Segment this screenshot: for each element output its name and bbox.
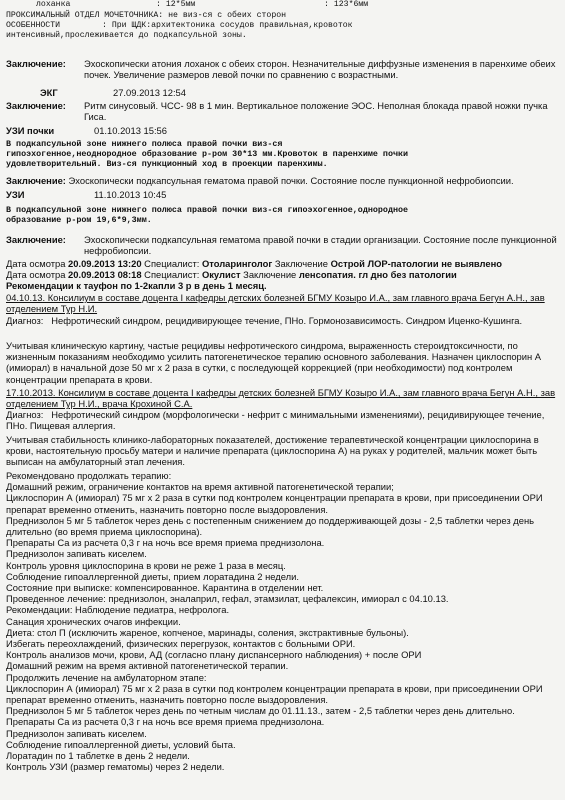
consilium-1-diagnosis: [6, 315, 559, 326]
conclusion-text: Ритм синусовый. ЧСС- 98 в 1 мин. Вертикальное положение ЭОС. Неполная блокада правой ножки пучка Гиса.: [84, 100, 548, 123]
line: Домашний режим, ограничение контактов на время активной патогенетической терапии;: [6, 481, 394, 493]
conclusion-text: Эхоскопически подкапсульная гематома правой почки. Состояние после пункционной нефробиопсии.: [68, 175, 514, 186]
line: Соблюдение гипоаллергенной диеты, условий быта.: [6, 738, 236, 750]
exam-date: 20.09.2013 08:18: [68, 269, 142, 280]
recommendation-lines: [6, 470, 559, 772]
exam-date-label: Дата осмотра: [6, 269, 69, 280]
consilium-2-diagnosis: [6, 409, 559, 431]
line: Избегать переохлаждений, физических перегрузок, контактов с больными ОРИ.: [6, 638, 356, 650]
uzi-2-text-1: В подкапсульной зоне нижнего полюса правой почки виз-ся гипоэхогенное,однородное: [6, 205, 409, 215]
uzi-1-label: УЗИ почки: [6, 125, 55, 136]
line: Преднизолон 5 мг 5 таблеток через день с постепенным снижением до поддерживающей дозы - 2,5 таблетки через день длительно (во время приема циклоспорина).: [6, 514, 535, 538]
exam-ent: [6, 258, 561, 269]
exam-conclusion-label: Заключение: [240, 269, 299, 280]
consilium-2-heading: 17.10.2013. Консилиум в составе доцента I кафедры детских болезней БГМУ Козыро И.А., зам главного врача Бегун А.Н., зав отделением Тур Н.И., врача Крохиной С.А.: [6, 387, 556, 410]
ekg-label: ЭКГ: [40, 87, 58, 98]
line: Домашний режим на время активной патогенетической терапии.: [6, 660, 289, 672]
conclusion-label: Заключение:: [6, 234, 66, 245]
features-text-cont: интенсивный,прослеживается до подкапсульной зоны.: [6, 31, 247, 40]
features-text: : При ЩДК:архитектоника сосудов правильная,кровоток: [102, 21, 353, 30]
line: Контроль уровня циклоспорина в крови не реже 1 раза в месяц.: [6, 559, 286, 571]
conclusion-text: Эхоскопически атония лоханок с обеих сторон. Незначительные диффузные изменения в паренхиме обеих почек. Увеличение размеров левой почки по сравнению с возрастными.: [84, 58, 556, 81]
line: Диета: стол П (исключить жареное, копченое, маринады, соления, экстрактивные бульоны).: [6, 626, 409, 638]
exam-eye: [6, 269, 561, 280]
ureter-line: ПРОКСИМАЛЬНЫЙ ОТДЕЛ МОЧЕТОЧНИКА: не виз-ся с обеих сторон: [6, 11, 287, 20]
line: Циклоспорин А (имиорал) 75 мг х 2 раза в сутки под контролем концентрации препарата в крови, при присоединении ОРИ препарат временно отменить, назначить повторно после выздоровления.: [6, 682, 543, 706]
conclusion-label: Заключение:: [6, 175, 66, 186]
conclusion-1: [6, 58, 559, 80]
exam-specialist: Отоларинголог: [201, 258, 273, 269]
uzi-1-text-3: удовлетворительный. Виз-ся пункционный ход в проекции паренхимы.: [6, 159, 328, 169]
uzi-2-date: 11.10.2013 10:45: [94, 189, 167, 200]
exam-specialist: Окулист: [201, 269, 241, 280]
conclusion-2: [6, 100, 559, 122]
lohanka-label: лоханка: [36, 0, 71, 9]
diagnosis-label: Диагноз:: [6, 315, 44, 326]
conclusion-4: [6, 234, 559, 256]
diagnosis-text: Нефротический синдром (морфологически - нефрит с минимальными изменениями), рецидивирующее течение, ПНо. Пищевая аллергия.: [6, 409, 545, 432]
features-line: [6, 21, 561, 31]
line: Препараты Са из расчета 0,3 г на ночь все время приема преднизолона.: [6, 716, 325, 728]
recommendation-line: Рекомендации к тауфон по 1-2капли 3 р в день 1 месяц.: [6, 280, 267, 291]
line: Преднизолон запивать киселем.: [6, 548, 147, 560]
conclusion-3: [6, 175, 561, 186]
uzi-1-date: 01.10.2013 15:56: [94, 125, 167, 136]
uzi-2-label: УЗИ: [6, 189, 25, 200]
line: Лоратадин по 1 таблетке в день 2 недели.: [6, 750, 190, 762]
lohanka-right-value: : 123*6мм: [324, 0, 369, 9]
consilium-1-heading: 04.10.13. Консилиум в составе доцента I кафедры детских болезней БГМУ Козыро И.А., зам главного врача Бегун А.Н., зав отделением Тур Н.И.: [6, 292, 545, 315]
consilium-1-text: Учитывая клиническую картину, частые рецидивы нефротического синдрома, выраженность стероидтоксичности, по жизненным показаниям необходимо усилить патогенетическое терапию основного заболевания. Назначен циклоспорин А (имиорал) в начальной дозе 50 мг х 2 раза в сутки, с последующей коррекцией (при необходимости) под контролем концентрации препарата в крови.: [6, 340, 542, 385]
consilium-2-text: Учитывая стабильность клинико-лабораторных показателей, достижение терапевтической концентрации циклоспорина в крови, настоятельную просьбу матери и наличие препарата (циклоспорина А) на руках у родителей, мальчик может быть выписан на амбулаторный этап лечения.: [6, 434, 539, 468]
uzi-2-text-2: образование р-ром 19,6*9,3мм.: [6, 215, 152, 225]
line: Санация хронических очагов инфекции.: [6, 615, 181, 627]
line: Рекомендовано продолжать терапию:: [6, 470, 172, 481]
uzi-1-text-2: гипоэхогенное,неоднородное образование р-ром 30*13 мм.Кровоток в паренхиме почки: [6, 149, 409, 159]
features-label: ОСОБЕННОСТИ: [6, 21, 61, 30]
uzi-1-text-1: В подкапсульной зоне нижнего полюса правой почки виз-ся: [6, 139, 283, 149]
line: Соблюдение гипоаллергенной диеты, прием лоратадина 2 недели.: [6, 570, 299, 582]
exam-date: 20.09.2013 13:20: [68, 258, 142, 269]
line: Проведенное лечение: преднизолон, эналаприл, гефал, этамзилат, цефалексин, имиорал с 04.10.13.: [6, 593, 449, 605]
conclusion-text: Эхоскопически подкапсульная гематома правой почки в стадии организации. Состояние после пункционной нефробиопсии.: [84, 234, 557, 257]
uzi-1-line: [6, 125, 561, 136]
line: Состояние при выписке: компенсированное. Карантина в отделении нет.: [6, 582, 324, 594]
line: Препараты Са из расчета 0,3 г на ночь все время приема преднизолона.: [6, 537, 325, 549]
line: Преднизолон 5 мг 5 таблеток через день по четным числам до 01.11.13., затем - 2,5 таблетки через день длительно.: [6, 705, 515, 717]
line: Контроль УЗИ (размер гематомы) через 2 недели.: [6, 761, 225, 773]
exam-conclusion-label: Заключение: [272, 258, 331, 269]
exam-conclusion: Острой ЛОР-патологии не выявлено: [330, 258, 502, 269]
lohanka-left-value: : 12*5мм: [156, 0, 196, 9]
conclusion-label: Заключение:: [6, 58, 66, 69]
line: Преднизолон запивать киселем.: [6, 727, 147, 739]
line: Циклоспорин А (имиорал) 75 мг х 2 раза в сутки под контролем концентрации препарата в крови, при присоединении ОРИ препарат временно отменить, назначить повторно после выздоровления.: [6, 492, 543, 515]
line: Продолжить лечение на амбулаторном этапе:: [6, 671, 207, 683]
line: Контроль анализов мочи, крови, АД (согласно плану диспансерного наблюдения) + после ОРИ: [6, 649, 422, 661]
conclusion-label: Заключение:: [6, 100, 66, 111]
diagnosis-text: Нефротический синдром, рецидивирующее течение, ПНо. Гормонозависимость. Синдром Иценко-Кушинга.: [51, 315, 523, 326]
exam-specialist-label: Специалист:: [141, 258, 202, 269]
line: Рекомендации: Наблюдение педиатра, нефролога.: [6, 604, 230, 616]
exam-date-label: Дата осмотра: [6, 258, 69, 269]
diagnosis-label: Диагноз:: [6, 409, 44, 420]
uzi-2-line: [6, 189, 561, 200]
ekg-date: 27.09.2013 12:54: [113, 87, 186, 98]
exam-conclusion: ленсопатия. гл дно без патологии: [298, 269, 457, 280]
exam-specialist-label: Специалист:: [141, 269, 202, 280]
